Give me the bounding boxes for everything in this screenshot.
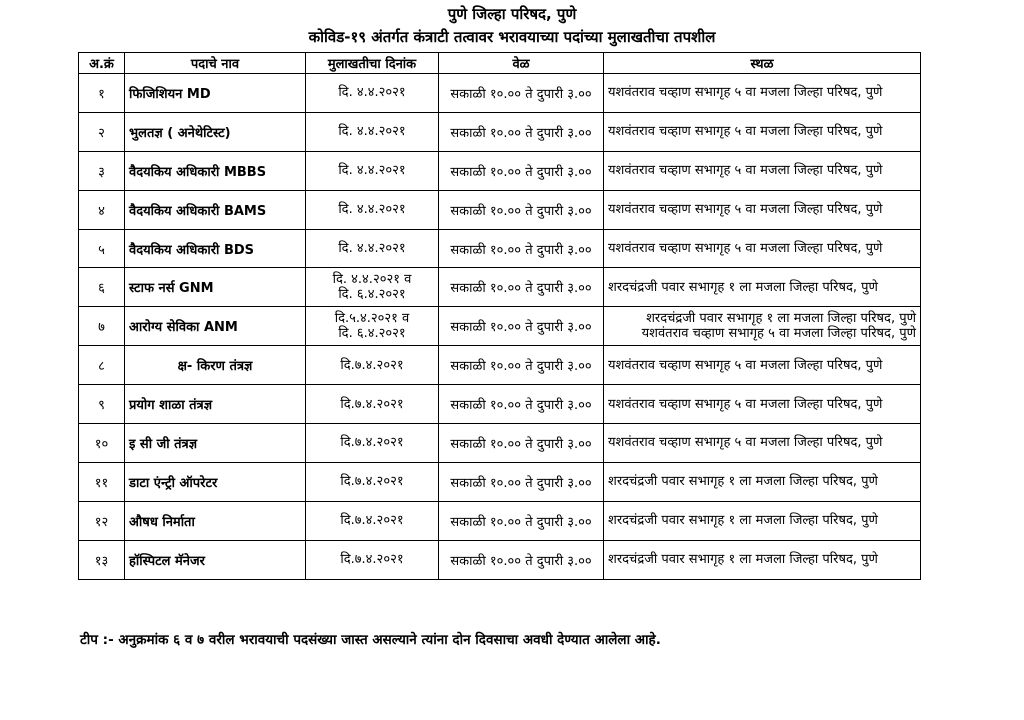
date-line: दि.५.४.२०२१ व — [334, 311, 410, 327]
date-cell: दि. ४.४.२०२१ — [306, 151, 439, 190]
post-cell: क्ष- किरण तंत्रज्ञ — [125, 346, 306, 385]
table-row — [79, 74, 921, 113]
column-header-serial: अ.क्रं — [79, 53, 125, 74]
time-cell: सकाळी १०.०० ते दुपारी ३.०० — [439, 151, 604, 190]
venue-cell: शरदचंद्रजी पवार सभागृह १ ला मजला जिल्हा परिषद, पुणे — [604, 540, 921, 579]
time-cell: सकाळी १०.०० ते दुपारी ३.०० — [439, 268, 604, 307]
time-cell: सकाळी १०.०० ते दुपारी ३.०० — [439, 540, 604, 579]
serial-cell: ४ — [79, 190, 125, 229]
serial-cell: १२ — [79, 501, 125, 540]
venue-cell: यशवंतराव चव्हाण सभागृह ५ वा मजला जिल्हा परिषद, पुणे — [604, 190, 921, 229]
venue-cell: शरदचंद्रजी पवार सभागृह १ ला मजला जिल्हा परिषद, पुणे — [604, 501, 921, 540]
date-cell: दि. ४.४.२०२१ — [306, 112, 439, 151]
document-title: पुणे जिल्हा परिषद, पुणे — [447, 5, 577, 23]
venue-cell: यशवंतराव चव्हाण सभागृह ५ वा मजला जिल्हा परिषद, पुणे — [604, 385, 921, 424]
post-cell: वैदयकिय अधिकारी MBBS — [125, 151, 306, 190]
serial-cell: १ — [79, 74, 125, 113]
venue-line: यशवंतराव चव्हाण सभागृह ५ वा मजला जिल्हा परिषद, पुणे — [641, 326, 916, 342]
date-cell: दि.७.४.२०२१ — [306, 424, 439, 463]
venue-cell — [604, 307, 921, 346]
post-cell: प्रयोग शाळा तंत्रज्ञ — [125, 385, 306, 424]
table-row — [79, 540, 921, 579]
serial-cell: ९ — [79, 385, 125, 424]
post-cell: हॉस्पिटल मॅनेजर — [125, 540, 306, 579]
venue-cell: यशवंतराव चव्हाण सभागृह ५ वा मजला जिल्हा परिषद, पुणे — [604, 346, 921, 385]
date-cell: दि.७.४.२०२१ — [306, 462, 439, 501]
table-row — [79, 462, 921, 501]
table-header-row — [79, 53, 921, 74]
serial-cell: १० — [79, 424, 125, 463]
serial-cell: २ — [79, 112, 125, 151]
serial-cell: ५ — [79, 229, 125, 268]
time-cell: सकाळी १०.०० ते दुपारी ३.०० — [439, 346, 604, 385]
table-row — [79, 307, 921, 346]
post-cell: स्टाफ नर्स GNM — [125, 268, 306, 307]
venue-cell: शरदचंद्रजी पवार सभागृह १ ला मजला जिल्हा परिषद, पुणे — [604, 268, 921, 307]
table-row — [79, 151, 921, 190]
serial-cell: ६ — [79, 268, 125, 307]
venue-cell: यशवंतराव चव्हाण सभागृह ५ वा मजला जिल्हा परिषद, पुणे — [604, 112, 921, 151]
post-cell: औषध निर्माता — [125, 501, 306, 540]
date-cell — [306, 307, 439, 346]
column-header-date: मुलाखतीचा दिनांक — [306, 53, 439, 74]
venue-cell: यशवंतराव चव्हाण सभागृह ५ वा मजला जिल्हा परिषद, पुणे — [604, 151, 921, 190]
date-cell: दि.७.४.२०२१ — [306, 385, 439, 424]
post-cell: वैदयकिय अधिकारी BAMS — [125, 190, 306, 229]
date-cell: दि. ४.४.२०२१ — [306, 229, 439, 268]
post-cell: भुलतज्ञ ( अनेथेटिस्ट) — [125, 112, 306, 151]
table-row — [79, 268, 921, 307]
interview-schedule-table — [78, 52, 921, 580]
serial-cell: ११ — [79, 462, 125, 501]
time-cell: सकाळी १०.०० ते दुपारी ३.०० — [439, 190, 604, 229]
date-line: दि. ६.४.२०२१ — [338, 326, 406, 342]
post-cell: फिजिशियन MD — [125, 74, 306, 113]
date-cell: दि.७.४.२०२१ — [306, 540, 439, 579]
time-cell: सकाळी १०.०० ते दुपारी ३.०० — [439, 385, 604, 424]
serial-cell: १३ — [79, 540, 125, 579]
serial-cell: ७ — [79, 307, 125, 346]
column-header-post: पदाचे नाव — [125, 53, 306, 74]
date-cell — [306, 268, 439, 307]
time-cell: सकाळी १०.०० ते दुपारी ३.०० — [439, 307, 604, 346]
table-row — [79, 501, 921, 540]
venue-cell: यशवंतराव चव्हाण सभागृह ५ वा मजला जिल्हा परिषद, पुणे — [604, 74, 921, 113]
table-row — [79, 385, 921, 424]
time-cell: सकाळी १०.०० ते दुपारी ३.०० — [439, 462, 604, 501]
post-cell: आरोग्य सेविका ANM — [125, 307, 306, 346]
venue-cell: शरदचंद्रजी पवार सभागृह १ ला मजला जिल्हा परिषद, पुणे — [604, 462, 921, 501]
table-row — [79, 424, 921, 463]
time-cell: सकाळी १०.०० ते दुपारी ३.०० — [439, 424, 604, 463]
time-cell: सकाळी १०.०० ते दुपारी ३.०० — [439, 501, 604, 540]
date-cell: दि. ४.४.२०२१ — [306, 190, 439, 229]
venue-line: शरदचंद्रजी पवार सभागृह १ ला मजला जिल्हा परिषद, पुणे — [646, 311, 916, 327]
serial-cell: ८ — [79, 346, 125, 385]
time-cell: सकाळी १०.०० ते दुपारी ३.०० — [439, 112, 604, 151]
table-row — [79, 346, 921, 385]
date-cell: दि. ४.४.२०२१ — [306, 74, 439, 113]
table-row — [79, 190, 921, 229]
date-cell: दि.७.४.२०२१ — [306, 346, 439, 385]
date-line: दि. ६.४.२०२१ — [338, 287, 406, 303]
time-cell: सकाळी १०.०० ते दुपारी ३.०० — [439, 229, 604, 268]
venue-cell: यशवंतराव चव्हाण सभागृह ५ वा मजला जिल्हा परिषद, पुणे — [604, 424, 921, 463]
document-subtitle: कोविड-१९ अंतर्गत कंत्राटी तत्वावर भरावयाच्या पदांच्या मुलाखतीचा तपशील — [308, 28, 716, 46]
serial-cell: ३ — [79, 151, 125, 190]
date-cell: दि.७.४.२०२१ — [306, 501, 439, 540]
table-row — [79, 112, 921, 151]
column-header-time: वेळ — [439, 53, 604, 74]
column-header-venue: स्थळ — [604, 53, 921, 74]
post-cell: वैदयकिय अधिकारी BDS — [125, 229, 306, 268]
date-line: दि. ४.४.२०२१ व — [332, 272, 412, 288]
venue-cell: यशवंतराव चव्हाण सभागृह ५ वा मजला जिल्हा परिषद, पुणे — [604, 229, 921, 268]
table-row — [79, 229, 921, 268]
time-cell: सकाळी १०.०० ते दुपारी ३.०० — [439, 74, 604, 113]
post-cell: डाटा एंन्ट्री ऑपरेटर — [125, 462, 306, 501]
footnote: टीप :- अनुक्रमांक ६ व ७ वरील भरावयाची पदसंख्या जास्त असल्याने त्यांना दोन दिवसाचा अवधी देण्यात आलेला आहे. — [80, 632, 661, 648]
post-cell: इ सी जी तंत्रज्ञ — [125, 424, 306, 463]
